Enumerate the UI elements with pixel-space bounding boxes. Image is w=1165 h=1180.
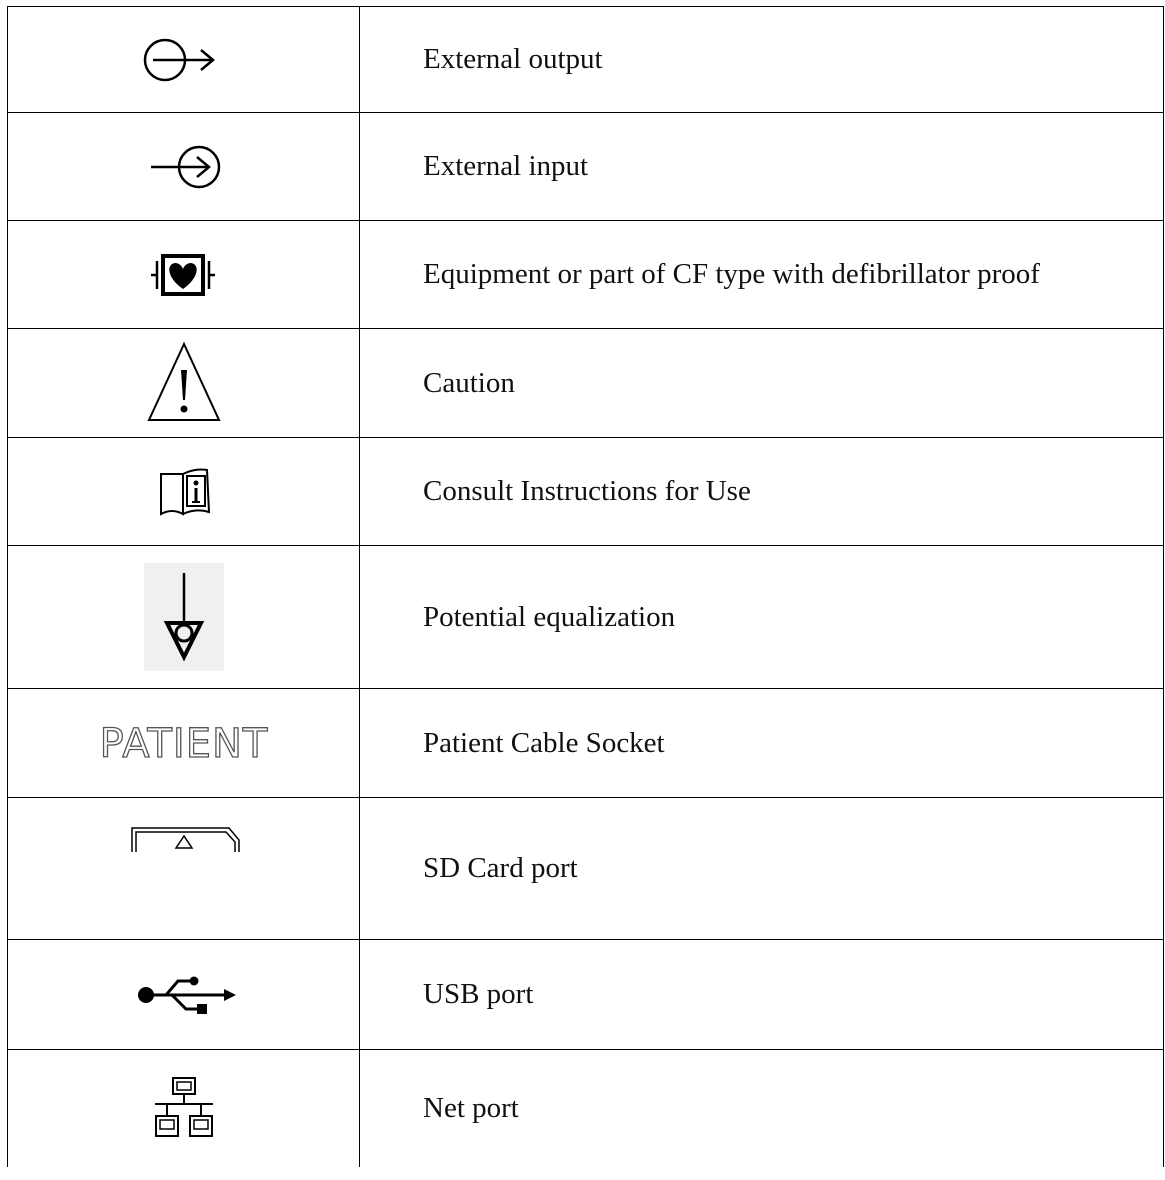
symbol-cell	[8, 1050, 360, 1167]
table-row	[8, 689, 1164, 798]
symbol-description: External input	[360, 113, 1164, 221]
symbol-cell	[8, 546, 360, 689]
network-icon	[129, 1068, 239, 1148]
symbol-cell	[8, 689, 360, 798]
symbol-description: Equipment or part of CF type with defibrillator proof	[360, 221, 1164, 329]
patient-icon	[69, 713, 299, 773]
table-row	[8, 221, 1164, 329]
symbol-cell	[8, 798, 360, 940]
symbol-description: Potential equalization	[360, 546, 1164, 689]
symbol-cell	[8, 940, 360, 1050]
table-row	[8, 7, 1164, 113]
usb-icon	[124, 965, 244, 1025]
consult-instructions-icon	[129, 462, 239, 522]
symbol-cell	[8, 7, 360, 113]
symbol-description: Consult Instructions for Use	[360, 438, 1164, 546]
external-output-icon	[129, 30, 239, 90]
table-row	[8, 940, 1164, 1050]
symbol-description: Patient Cable Socket	[360, 689, 1164, 798]
table-row	[8, 1050, 1164, 1167]
table-row	[8, 546, 1164, 689]
symbol-cell	[8, 221, 360, 329]
symbol-cell	[8, 113, 360, 221]
symbol-description: Net port	[360, 1050, 1164, 1167]
cf-defibrillator-proof-icon	[129, 245, 239, 305]
symbol-cell	[8, 329, 360, 438]
external-input-icon	[129, 137, 239, 197]
potential-equalization-icon	[129, 563, 239, 671]
symbol-description: External output	[360, 7, 1164, 113]
sd-card-icon	[114, 814, 254, 924]
caution-icon	[129, 338, 239, 428]
table-row	[8, 329, 1164, 438]
table-row	[8, 113, 1164, 221]
symbol-cell	[8, 438, 360, 546]
table-row	[8, 438, 1164, 546]
symbol-description: USB port	[360, 940, 1164, 1050]
table-row	[8, 798, 1164, 940]
symbol-description: Caution	[360, 329, 1164, 438]
symbol-table	[7, 6, 1164, 1167]
symbol-description: SD Card port	[360, 798, 1164, 940]
patient-icon-text: PATIENT	[99, 721, 268, 767]
